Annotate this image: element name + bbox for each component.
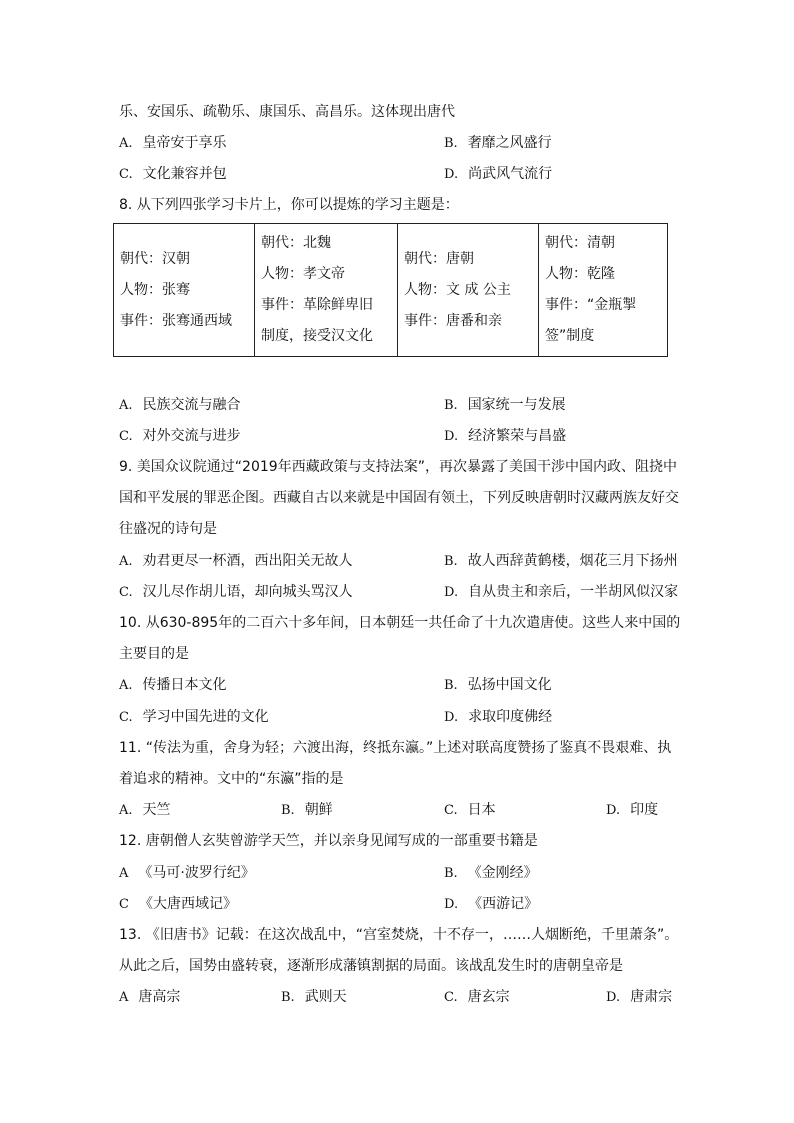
q10-stem-line-2: 主要目的是 bbox=[119, 646, 189, 662]
q8-option-a[interactable]: A. 民族交流与融合 bbox=[119, 397, 241, 413]
q10-option-b[interactable]: B. 弘扬中国文化 bbox=[444, 677, 552, 693]
q9-stem-line-3: 往盛况的诗句是 bbox=[119, 521, 217, 537]
q9-option-c[interactable]: C. 汉儿尽作胡儿语，却向城头骂汉人 bbox=[119, 584, 353, 600]
q11-stem-line-1: 11. “传法为重，舍身为轻；六渡出海，终抵东瀛。”上述对联高度赞扬了鉴真不畏艰难、执 bbox=[119, 740, 672, 756]
q9-options-row-1 bbox=[119, 551, 679, 571]
q9-option-b[interactable]: B. 故人西辞黄鹤楼，烟花三月下扬州 bbox=[444, 553, 678, 569]
q9-option-a[interactable]: A. 劝君更尽一杯酒，西出阳关无故人 bbox=[119, 553, 353, 569]
q7-option-c[interactable]: C. 文化兼容并包 bbox=[119, 166, 227, 182]
q13-option-a[interactable]: A 唐高宗 bbox=[119, 989, 181, 1005]
q7-option-b[interactable]: B. 奢靡之风盛行 bbox=[444, 135, 552, 151]
q7-options-row-2 bbox=[119, 164, 679, 184]
q7-option-a[interactable]: A. 皇帝安于享乐 bbox=[119, 135, 227, 151]
q8-stem: 8. 从下列四张学习卡片上，你可以提炼的学习主题是： bbox=[119, 197, 459, 213]
q11-option-c[interactable]: C. 日本 bbox=[444, 802, 496, 818]
q9-options-row-2 bbox=[119, 582, 679, 602]
q12-option-c[interactable]: C 《大唐西域记》 bbox=[119, 896, 237, 912]
q10-option-d[interactable]: D. 求取印度佛经 bbox=[444, 709, 553, 725]
q12-option-a[interactable]: A 《马可·波罗行纪》 bbox=[119, 865, 255, 881]
q8-card-beiwei: 朝代：北魏 人物：孝文帝 事件：革除鲜卑旧 制度，接受汉文化 bbox=[255, 224, 398, 357]
q7-options-row-1 bbox=[119, 133, 679, 153]
q11-option-a[interactable]: A. 天竺 bbox=[119, 802, 171, 818]
q8-options-row-2 bbox=[119, 426, 679, 446]
q13-option-b[interactable]: B. 武则天 bbox=[281, 989, 347, 1005]
q11-option-b[interactable]: B. 朝鲜 bbox=[281, 802, 333, 818]
q12-options-row-1 bbox=[119, 863, 679, 883]
q10-option-c[interactable]: C. 学习中国先进的文化 bbox=[119, 709, 269, 725]
q12-option-b[interactable]: B. 《金刚经》 bbox=[444, 865, 538, 881]
q12-option-d[interactable]: D. 《西游记》 bbox=[444, 896, 539, 912]
q11-stem-line-2: 着追求的精神。文中的“东瀛”指的是 bbox=[119, 771, 344, 787]
q9-stem-line-1: 9. 美国众议院通过“2019年西藏政策与支持法案”，再次暴露了美国干涉中国内政、阻挠中 bbox=[119, 459, 677, 475]
q13-option-d[interactable]: D. 唐肃宗 bbox=[606, 989, 673, 1005]
q9-option-d[interactable]: D. 自从贵主和亲后，一半胡风似汉家 bbox=[444, 584, 679, 600]
q10-stem-line-1: 10. 从630-895年的二百六十多年间，日本朝廷一共任命了十九次遣唐使。这些人来中国的 bbox=[119, 615, 681, 631]
q7-option-d[interactable]: D. 尚武风气流行 bbox=[444, 166, 553, 182]
q10-options-row-1 bbox=[119, 675, 679, 695]
q13-options-row bbox=[119, 987, 679, 1007]
q13-stem-line-2: 从此之后，国势由盛转衰，逐渐形成藩镇割据的局面。该战乱发生时的唐朝皇帝是 bbox=[119, 958, 623, 974]
q10-option-a[interactable]: A. 传播日本文化 bbox=[119, 677, 227, 693]
q11-options-row bbox=[119, 800, 679, 820]
q8-card-table bbox=[113, 223, 668, 357]
q9-stem-line-2: 国和平发展的罪恶企图。西藏自古以来就是中国固有领土，下列反映唐朝时汉藏两族友好交 bbox=[119, 490, 679, 506]
q11-option-d[interactable]: D. 印度 bbox=[606, 802, 659, 818]
q8-card-tang: 朝代：唐朝 人物：文 成 公主 事件：唐番和亲 bbox=[398, 224, 539, 357]
q8-card-han: 朝代：汉朝 人物：张骞 事件：张骞通西域 bbox=[114, 224, 255, 357]
q10-options-row-2 bbox=[119, 707, 679, 727]
q13-option-c[interactable]: C. 唐玄宗 bbox=[444, 989, 510, 1005]
q8-option-d[interactable]: D. 经济繁荣与昌盛 bbox=[444, 428, 567, 444]
q12-options-row-2 bbox=[119, 894, 679, 914]
q8-option-c[interactable]: C. 对外交流与进步 bbox=[119, 428, 241, 444]
q8-card-qing: 朝代：清朝 人物：乾隆 事件：“金瓶掣 签”制度 bbox=[539, 224, 668, 357]
q12-stem: 12. 唐朝僧人玄奘曾游学天竺，并以亲身见闻写成的一部重要书籍是 bbox=[119, 833, 538, 849]
q8-options-row-1 bbox=[119, 395, 679, 415]
q7-stem-tail: 乐、安国乐、疏勒乐、康国乐、高昌乐。这体现出唐代 bbox=[119, 104, 455, 120]
q8-option-b[interactable]: B. 国家统一与发展 bbox=[444, 397, 566, 413]
q13-stem-line-1: 13. 《旧唐书》记载：在这次战乱中，“宫室焚烧，十不存一，……人烟断绝，千里萧条”。 bbox=[119, 927, 679, 943]
